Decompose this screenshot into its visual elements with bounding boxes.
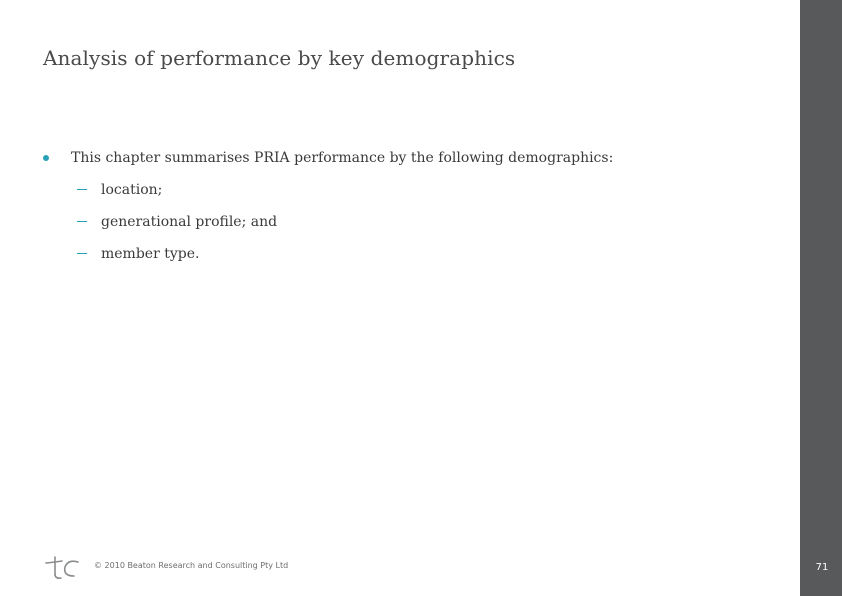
sub-item-label: location; — [101, 182, 163, 198]
copyright-text: © 2010 Beaton Research and Consulting Pty Ltd — [94, 561, 289, 570]
beaton-logo-icon — [44, 555, 84, 581]
sub-item-generational-profile — [77, 212, 277, 232]
sub-item-member-type — [77, 244, 199, 264]
sub-item-location — [77, 180, 162, 200]
page-number: 71 — [815, 562, 829, 573]
side-bar — [800, 0, 842, 596]
dash-icon — [77, 253, 87, 254]
bullet-dot-icon — [43, 155, 49, 161]
sub-item-label: generational profile; and — [101, 214, 278, 230]
dash-icon — [77, 221, 87, 222]
sub-item-label: member type. — [101, 246, 200, 262]
bullet-text: This chapter summarises PRIA performance by the following demographics: — [71, 150, 614, 166]
page-title: Analysis of performance by key demographics — [43, 46, 516, 70]
dash-icon — [77, 189, 87, 190]
